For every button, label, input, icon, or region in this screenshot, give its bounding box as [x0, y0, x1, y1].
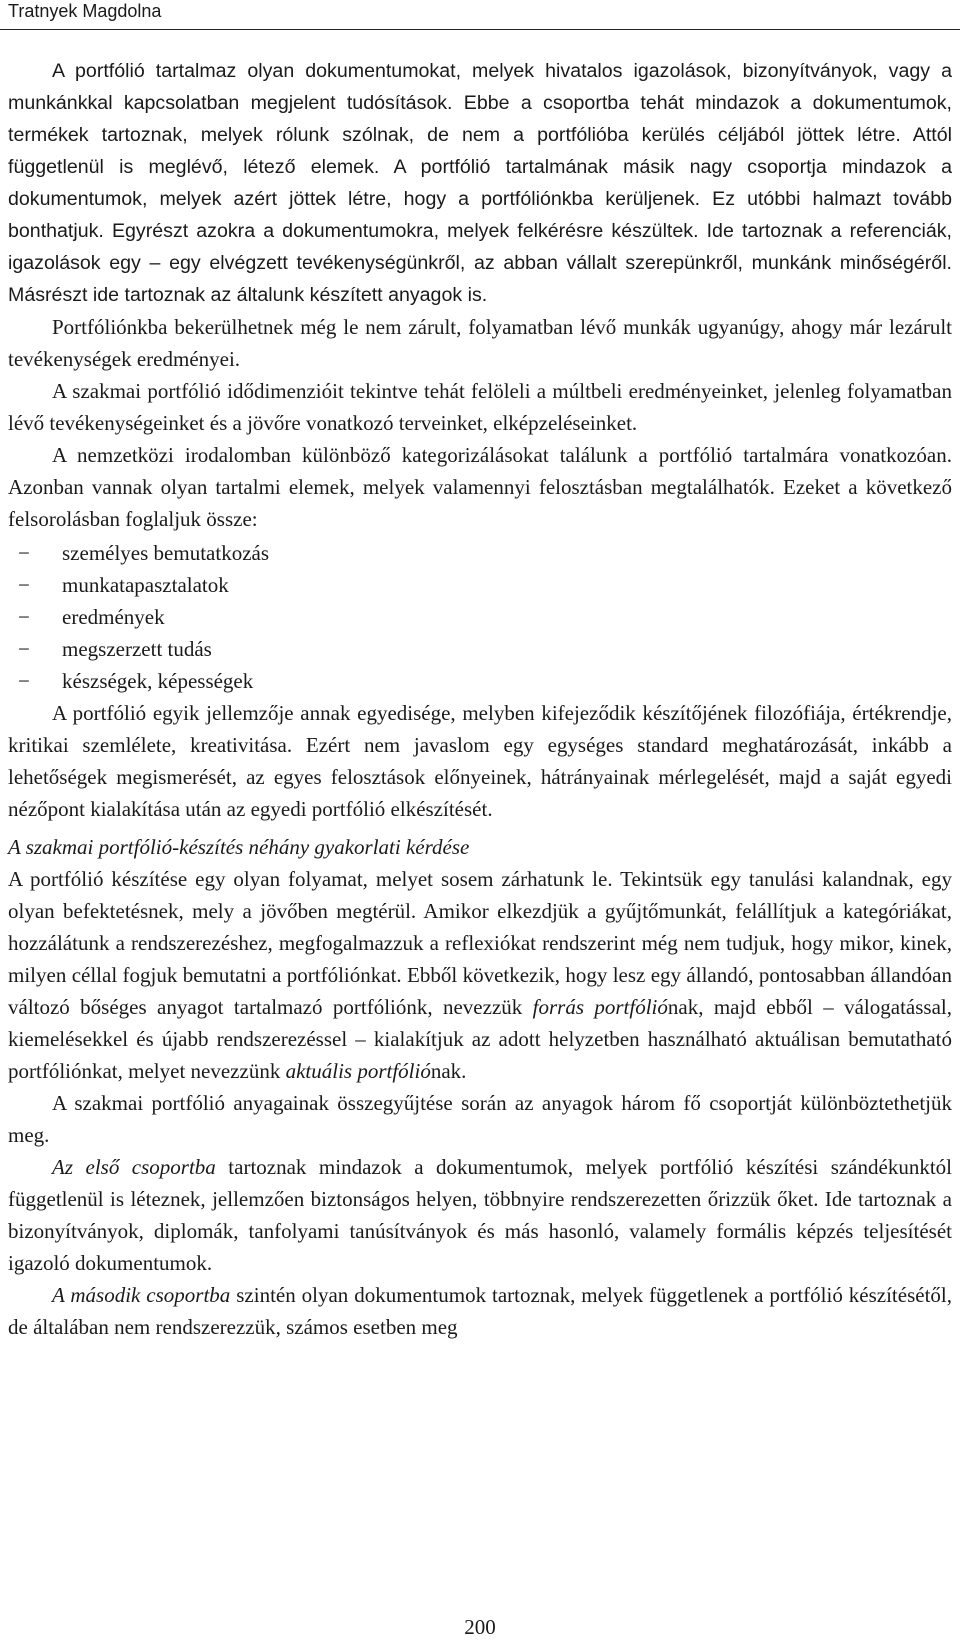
paragraph-8 — [8, 1151, 952, 1279]
paragraph-9 — [8, 1279, 952, 1343]
list-item-text: készségek, képességek — [62, 669, 254, 693]
list-item — [8, 569, 952, 601]
running-header-author: Tratnyek Magdolna — [8, 1, 162, 21]
list-item — [8, 601, 952, 633]
term-source-portfolio: forrás portfólió — [532, 995, 668, 1019]
list-item-text: megszerzett tudás — [62, 637, 212, 661]
dash-bullet: − — [18, 541, 30, 565]
header-rule — [0, 29, 960, 30]
list-item-text: személyes bemutatkozás — [62, 541, 270, 565]
section-heading: A szakmai portfólió-készítés néhány gyakorlati kérdése — [8, 835, 470, 859]
list-item-text: munkatapasztalatok — [62, 573, 229, 597]
paragraph-2: Portfóliónkba bekerülhetnek még le nem zárult, folyamatban lévő munkák ugyanúgy, ahogy már lezárult tevékenységek eredményei. — [8, 315, 952, 371]
paragraph-1 — [8, 55, 952, 311]
paragraph-6-text-c: nak. — [430, 1059, 467, 1083]
paragraph-4: A nemzetközi irodalomban különböző kategorizálásokat találunk a portfólió tartalmára vonatkozóan. Azonban vannak olyan tartalmi elemek, melyek valamennyi felosztásban megtalálhatók. Ezeket a következő felsorolásban foglaljuk össze: — [8, 443, 952, 531]
dash-bullet: − — [18, 637, 30, 661]
paragraph-1-continuation: A portfólió tartalmának másik nagy csoportja mindazok a dokumentumok, melyek azért jöttek létre, hogy a portfóliónkba kerüljenek. Ez utóbbi halmazt tovább bonthatjuk. Egyrészt azokra a dokumentumokra, melyek felkérésre készültek. Ide tartoznak a referenciák, igazolások egy – egy elvégzett tevékenységünkről, az abban vállalt szerepünkről, munkánk minőségéről. Másrészt ide tartoznak az általunk készített anyagok is. — [8, 156, 952, 306]
term-first-group: Az első csoportba — [52, 1155, 216, 1179]
paragraph-9-text: szintén olyan dokumentumok tartoznak, melyek függetlenek a portfólió készítésétől, de általában nem rendszerezzük, számos esetben meg — [8, 1283, 952, 1339]
page-number: 200 — [464, 1615, 496, 1639]
content-elements-list — [8, 537, 952, 697]
dash-bullet: − — [18, 573, 30, 597]
paragraph-6 — [8, 863, 952, 1087]
list-item — [8, 665, 952, 697]
paragraph-7: A szakmai portfólió anyagainak összegyűjtése során az anyagok három fő csoportját különböztethetjük meg. — [8, 1091, 952, 1147]
list-item-text: eredmények — [62, 605, 165, 629]
list-item — [8, 537, 952, 569]
list-item — [8, 633, 952, 665]
page-body — [8, 55, 952, 1343]
dash-bullet: − — [18, 669, 30, 693]
paragraph-1-text: A portfólió tartalmaz olyan dokumentumokat, melyek hivatalos igazolások, bizonyítványok, vagy a munkánkkal kapcsolatban megjelent tudósítások. Ebbe a csoportba tehát mindazok a dokumentumok, termékek tartoznak, melyek rólunk szólnak, de nem a portfólióba kerülés céljából jöttek létre. Attól függetlenül is meglévő, létező elemek. — [8, 60, 952, 178]
paragraph-5: A portfólió egyik jellemzője annak egyedisége, melyben kifejeződik készítőjének filozófiája, értékrendje, kritikai szemlélete, kreativitása. Ezért nem javaslom egy egységes standard meghatározását, inkább a lehetőségek megismerését, az egyes felosztások előnyeinek, hátrányainak mérlegelését, majd a saját egyedi nézőpont kialakítása után az egyedi portfólió elkészítését. — [8, 701, 952, 821]
paragraph-8-text: tartoznak mindazok a dokumentumok, melyek portfólió készítési szándékunktól függetlenül is léteznek, jellemzően biztonságos helyen, többnyire rendszerezetten őrizzük őket. Ide tartoznak a bizonyítványok, diplomák, tanfolyami tanúsítványok és más hasonló, valamely formális képzés teljesítését igazoló dokumentumok. — [8, 1155, 952, 1275]
paragraph-3: A szakmai portfólió idődimenzióit tekintve tehát felöleli a múltbeli eredményeinket, jelenleg folyamatban lévő tevékenységeinket és a jövőre vonatkozó terveinket, elképzeléseinket. — [8, 379, 952, 435]
term-current-portfolio: aktuális portfólió — [285, 1059, 431, 1083]
term-second-group: A második csoportba — [52, 1283, 231, 1307]
page-header — [0, 0, 960, 32]
paragraph-6-text-a: A portfólió készítése egy olyan folyamat, melyet sosem zárhatunk le. Tekintsük egy tanulási kalandnak, egy olyan befektetésnek, mely a jövőben megtérül. Amikor elkezdjük a gyűjtőmunkát, felállítjuk a kategóriákat, hozzálátunk a rendszerezéshez, megfogalmazzuk a reflexiókat rendszerint még nem tudjuk, hogy mikor, kinek, milyen céllal fogjuk bemutatni a portfóliónkat. Ebből következik, hogy lesz egy állandó, pontosabban állandóan változó bőséges anyagot tartalmazó portfóliónk, nevezzük — [8, 867, 952, 1019]
dash-bullet: − — [18, 605, 30, 629]
paragraph-6-text-b: nak, majd ebből – válogatással, kiemelésekkel és újabb rendszerezéssel – kialakítjuk az adott helyzetben használható aktuálisan bemutatható portfóliónkat, melyet nevezzünk — [8, 995, 952, 1083]
